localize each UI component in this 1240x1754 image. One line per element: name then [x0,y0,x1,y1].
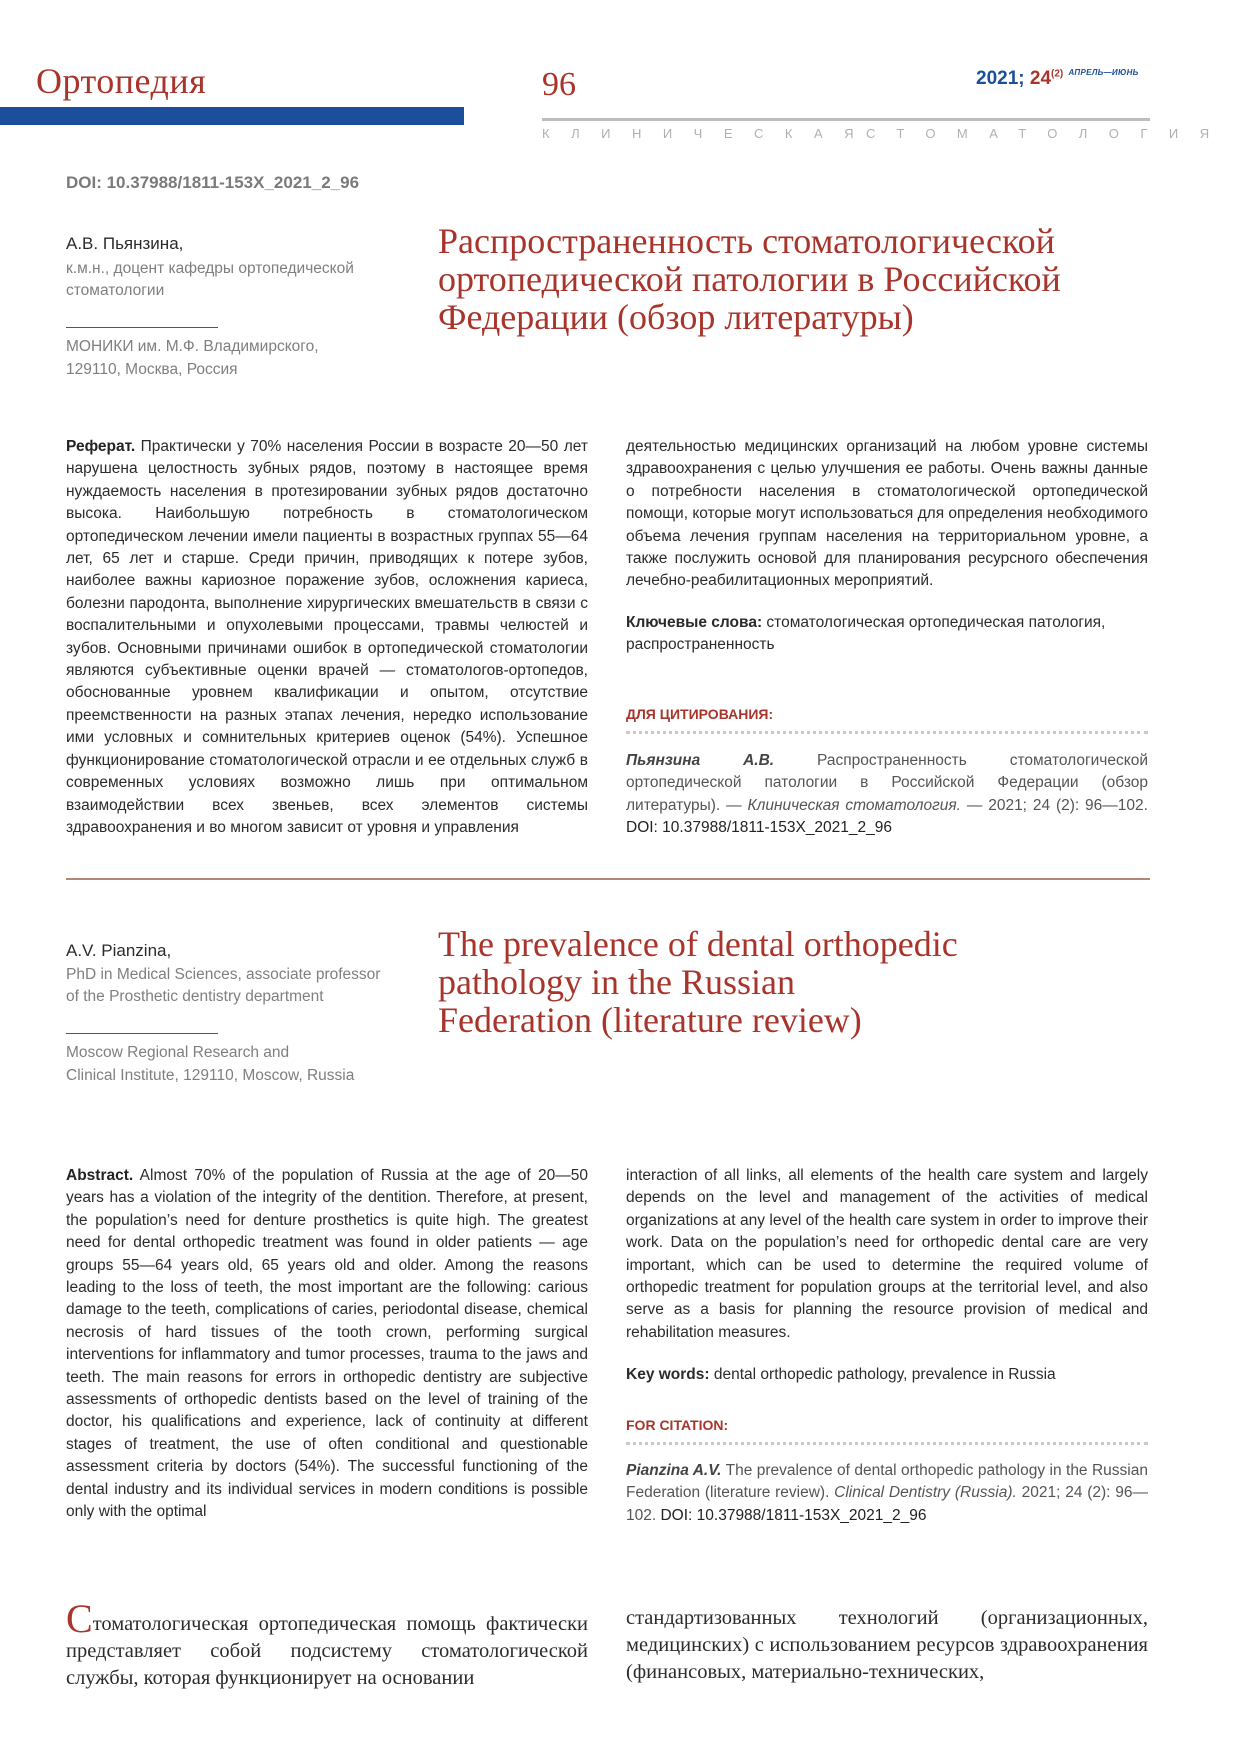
abstract-label-en: Abstract. [66,1167,134,1184]
author-name-ru: А.В. Пьянзина, [66,234,184,253]
doi: DOI: 10.37988/1811-153X_2021_2_96 [66,173,360,192]
affiliation-en-line2: Clinical Institute, 129110, Moscow, Russia [66,1067,355,1084]
author-degree-en-line1: PhD in Medical Sciences, associate professor [66,966,381,983]
section-divider [66,878,1150,880]
citation-label-en: FOR CITATION: [626,1417,729,1433]
abstract-en-col1 [66,1165,588,1524]
author-rule-ru [66,327,218,328]
author-degree-en-line2: of the Prosthetic dentistry department [66,988,324,1005]
body-col2 [626,1605,1148,1686]
issue-info [976,68,1139,90]
page-number: 96 [542,66,576,103]
author-rule-en [66,1033,218,1034]
keywords-en [626,1364,1148,1386]
journal-name-word1: КЛИНИЧЕСКАЯ [542,126,876,141]
citation-rest-ru: — 2021; 24 (2): 96—102. [966,796,1148,814]
affiliation-ru-line1: МОНИКИ им. М.Ф. Владимирского, [66,338,319,355]
author-degree-ru-line1: к.м.н., доцент кафедры ортопедической [66,260,354,277]
citation-journal-en: Clinical Dentistry (Russia). [834,1484,1017,1502]
article-title-ru-line1: Распространенность стоматологической [438,221,1055,261]
citation-doi-ru: DOI: 10.37988/1811-153X_2021_2_96 [626,819,893,837]
affiliation-ru [66,335,396,381]
journal-name-word2: СТОМАТОЛОГИЯ [866,126,1231,141]
dropcap: С [66,1596,93,1641]
author-name-en: A.V. Pianzina, [66,941,172,960]
author-degree-ru-line2: стоматологии [66,282,165,299]
citation-dots-en [626,1442,1148,1445]
abstract-label-ru: Реферат. [66,438,136,455]
author-degree-ru [66,258,396,302]
abstract-en-text2: interaction of all links, all elements of the health care system and largely depends on the level and management of the activities of medical organizations at any level of the health care system in order to improve their work. Data on the population’s need for orthopedic dental care are very important, which can be used to determine the required volume of orthopedic treatment for population groups at the territorial level, and also serve as a basis for planning the resource provision of medical and rehabilitation measures. [626,1167,1148,1341]
issue-volume: 24 [1029,68,1052,89]
citation-ru [626,750,1148,840]
keywords-ru [626,612,1148,657]
keywords-label-ru: Ключевые слова: [626,614,763,631]
abstract-en-col2 [626,1165,1148,1344]
affiliation-en [66,1041,396,1087]
keywords-text-ru: стоматологическая ортопедическая патология, распространенность [626,614,1106,654]
body-col1 [66,1596,588,1692]
issue-number: (2) [1051,68,1064,80]
article-title-en-line2: pathology in the Russian [438,962,795,1002]
abstract-ru-col1 [66,436,588,839]
abstract-ru-col2 [626,436,1148,593]
abstract-ru-text2: деятельностью медицинских организаций на любом уровне системы здравоохранения с целью улучшения ее работы. Очень важны данные о потребности населения в стоматологической ортопедической помощи, которые могут использоваться для определения необходимого объема лечения группам населения на территориальном уровне, а также послужить основой для планирования ресурсного обеспечения лечебно-реабилитационных мероприятий. [626,438,1148,590]
keywords-text-en: dental orthopedic pathology, prevalence in Russia [713,1366,1056,1383]
affiliation-ru-line2: 129110, Москва, Россия [66,361,238,378]
citation-journal-ru: Клиническая стоматология. [747,796,961,814]
section-bar [0,107,464,125]
article-title-en [438,925,1138,1039]
article-title-en-line1: The prevalence of dental orthopedic [438,924,958,964]
issue-year: 2021; [976,68,1025,89]
body-col2-text: стандартизованных технологий (организационных, медицинских) с использованием ресурсов здравоохранения (финансовых, материально-технических, [626,1607,1148,1683]
article-title-ru [438,222,1138,336]
abstract-ru-text1: Практически у 70% населения России в возрасте 20—50 лет нарушена целостность зубных рядов, поэтому в настоящее время нуждаемость населения в протезировании зубных рядов достаточно высока. Наибольшую потребность в стоматологическом ортопедическом лечении имели пациенты в возрастных группах 55—64 лет, 65 лет и старше. Среди причин, приводящих к потере зубов, наиболее важны кариозное поражение зубов, осложнения кариеса, болезни пародонта, выполнение хирургических вмешательств в связи с воспалительными и опухолевыми процессами, травмы челюстей и зубов. Основными причинами ошибок в ортопедической стоматологии являются субъективные оценки врачей — стоматологов-ортопедов, обоснованные уровнем квалификации и опытом, отсутствие преемственности на разных этапах лечения, нередко использование ими условных и сомнительных критериев оценок (54%). Успешное функционирование стоматологической отрасли и ее отдельных служб в современных условиях возможно лишь при оптимальном взаимодействии всех звеньев, всех элементов системы здравоохранения и во многом зависит от уровня и управления [66,438,588,836]
article-title-ru-line3: Федерации (обзор литературы) [438,297,914,337]
citation-label-ru: ДЛЯ ЦИТИРОВАНИЯ: [626,706,774,722]
article-title-ru-line2: ортопедической патологии в Российской [438,259,1061,299]
author-degree-en [66,964,396,1008]
citation-rest-en: 2021; 24 (2): 96—102. [626,1484,1148,1524]
citation-title-en: The prevalence of dental orthopedic pathology in the Russian Federation (literature review). [626,1462,1148,1502]
abstract-en-text1: Almost 70% of the population of Russia at the age of 20—50 years has a violation of the integrity of the dentition. Therefore, at present, the population’s need for denture prosthetics is quite high. The greatest need for dental orthopedic treatment was found in older patients — age groups 55—64 years old, 65 years old and older. Among the reasons leading to the loss of teeth, the most important are the following: carious damage to the teeth, complications of caries, periodontal disease, chemical necrosis of hard tissues of the tooth crown, performing surgical interventions for inflammatory and tumor processes, trauma to the jaws and teeth. The main reasons for errors in orthopedic dentistry are subjective assessments of orthopedic dentists based on the level of training of the doctor, his qualifications and experience, lack of continuity at different stages of treatment, the use of often conditional and questionable assessment criteria by doctors (54%). The successful functioning of the dental industry and its individual services in modern conditions is possible only with the optimal [66,1167,589,1521]
journal-rule [542,118,1150,121]
citation-en [626,1460,1148,1527]
citation-author-en: Pianzina A.V. [626,1462,722,1479]
citation-title-ru: Распространенность стоматологической ортопедической патологии в Российской Федерации (обзор литературы). — [626,752,1148,814]
article-title-en-line3: Federation (literature review) [438,1000,862,1040]
citation-dots-ru [626,731,1148,734]
citation-author-ru: Пьянзина А.В. [626,752,775,769]
section-title: Ортопедия [36,61,207,101]
citation-doi-en: DOI: 10.37988/1811-153X_2021_2_96 [660,1506,927,1524]
issue-months: АПРЕЛЬ—ИЮНЬ [1068,68,1139,77]
body-col1-text: томатологическая ортопедическая помощь фактически представляет собой подсистему стоматологической службы, которая функционирует на основании [66,1613,588,1689]
affiliation-en-line1: Moscow Regional Research and [66,1044,290,1061]
keywords-label-en: Key words: [626,1366,710,1383]
